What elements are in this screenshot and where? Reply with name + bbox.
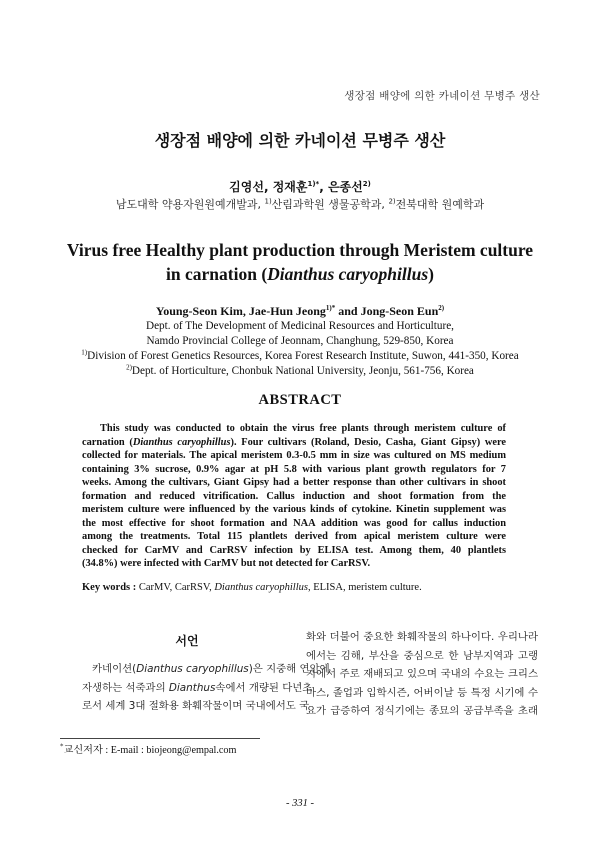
korean-author-1: 김영선 [229, 180, 264, 194]
intro-species: Dianthus caryophillus [136, 663, 249, 675]
korean-author-separator: , [263, 180, 273, 194]
intro-line: 요가 급증하여 정식기에는 종묘의 공급부족을 초래 [306, 705, 538, 717]
abstract-text: ). Four cultivars (Roland, Desio, Casha, Giant Gipsy) were [230, 436, 506, 448]
abstract-line: collected for materials. The apical meristem 0.3-0.5 mm in size was cultured on MS medium [82, 450, 506, 462]
abstract-line [82, 436, 506, 450]
footnote [60, 741, 236, 756]
intro-line: 마스, 졸업과 입학시즌, 어버이날 등 특정 시기에 수 [306, 686, 538, 699]
korean-title: 생장점 배양에 의한 카네이션 무병주 생산 [154, 131, 446, 150]
intro-text: )은 지중해 연안에 [248, 663, 330, 675]
korean-affiliation-1: 산림과학원 생물공학과, [271, 198, 385, 211]
english-author-2-mark: 1)* [325, 304, 336, 312]
abstract-species: Dianthus caryophillus [132, 436, 231, 448]
korean-affiliations [0, 196, 600, 212]
abstract-line: checked for CarMV and CarRSV infection by ELISA test. Among them, 40 plantlets [82, 544, 506, 556]
korean-authors [0, 178, 600, 195]
english-title-suffix: ) [428, 264, 434, 284]
english-author-3-mark: 2) [438, 304, 445, 312]
korean-author-separator: , [319, 180, 328, 194]
intro-text: 카네이션( [92, 663, 137, 675]
intro-line: 화와 더불어 중요한 화훼작물의 하나이다. 우리나라 [306, 631, 538, 643]
keywords-label: Key words : [82, 582, 137, 593]
korean-affiliation-0: 남도대학 약용자원원예개발과, [115, 198, 261, 211]
english-title-prefix: in carnation ( [166, 264, 268, 284]
intro-left-column [82, 660, 330, 716]
korean-affiliation-2: 전북대학 원예학과 [395, 198, 485, 211]
intro-genus: Dianthus [168, 681, 216, 694]
intro-line [82, 679, 313, 698]
english-author-3: and Jong-Seon Eun [335, 304, 439, 318]
footnote-text: 교신저자 : E-mail : biojeong@empal.com [63, 745, 237, 756]
page-number: - 331 - [286, 798, 314, 809]
korean-author-2: 정재훈 [272, 180, 308, 194]
affiliation-text: Dept. of Horticulture, Chonbuk National University, Jeonju, 561-756, Korea [131, 365, 474, 377]
abstract-line: containing 3% sucrose, 0.9% agar at pH 5.8 with various plant growth regulators for 7 [82, 463, 506, 475]
english-author-1-2: Young-Seon Kim, Jae-Hun Jeong [155, 304, 326, 318]
korean-author-3: 은종선 [327, 180, 363, 194]
abstract-line: formation and reduced vitrification. Callus induction and shoot formation from the [82, 490, 506, 502]
english-title-species: Dianthus caryophillus [267, 264, 429, 284]
english-affiliation-line-2: Namdo Provincial College of Jeonnam, Changhung, 529-850, Korea [146, 335, 454, 347]
abstract-text: carnation ( [82, 436, 133, 448]
english-title-line-2 [0, 262, 600, 286]
intro-right-column [306, 628, 538, 721]
abstract-line: among the treatments. Total 115 plantlets derived from apical meristem culture were [82, 531, 506, 543]
affiliation-mark: 1) [81, 348, 88, 357]
abstract-line: This study was conducted to obtain the virus free plants through meristem culture of [100, 423, 506, 434]
keywords-text: , ELISA, meristem culture. [307, 582, 422, 593]
korean-affiliation-2-mark: 2) [388, 197, 396, 206]
affiliation-mark: 2) [126, 363, 132, 372]
abstract-heading: ABSTRACT [258, 392, 342, 408]
english-authors [0, 304, 600, 319]
english-affiliation-line-4 [0, 364, 600, 379]
abstract-line: the most effective for shoot formation and NAA addition was good for callus induction [82, 517, 506, 529]
keywords-species: Dianthus caryophillus [214, 582, 308, 593]
intro-text: 속에서 개량된 다년초 [215, 681, 313, 694]
intro-line: 로서 세계 3대 절화용 화훼작물이며 국내에서도 국 [82, 700, 310, 712]
abstract-line: (34.8%) were infected with CarMV but not detected for CarRSV. [82, 558, 371, 570]
intro-text: 자생하는 석죽과의 [82, 681, 169, 694]
footnote-divider [60, 738, 260, 739]
keywords-text: CarMV, CarRSV, [136, 582, 215, 593]
english-title [0, 238, 600, 286]
intro-line: 에서는 김해, 부산을 중심으로 한 남부지역과 고랭 [306, 649, 538, 662]
intro-line: 지에서 주로 재배되고 있으며 국내의 수요는 크리스 [306, 668, 538, 680]
abstract-line: weeks. Among the cultivars, Giant Gipsy had a better response than other cultivars in shoot [82, 477, 506, 489]
english-affiliations [0, 319, 600, 379]
korean-author-3-mark: 2) [362, 180, 371, 188]
english-affiliation-line-1: Dept. of The Development of Medicinal Resources and Horticulture, [146, 320, 454, 332]
keywords [82, 582, 422, 593]
english-title-line-1: Virus free Healthy plant production through Meristem culture [66, 240, 534, 260]
abstract-line: meristem culture were influenced by the various kinds of cytokine. Kinetin supplement was [82, 504, 506, 516]
english-affiliation-line-3 [0, 349, 600, 364]
intro-line [82, 660, 330, 679]
korean-author-2-mark: 1)* [307, 180, 320, 188]
abstract-body [82, 422, 506, 571]
running-header: 생장점 배양에 의한 카네이션 무병주 생산 [344, 90, 540, 102]
affiliation-text: Division of Forest Genetics Resources, Korea Forest Research Institute, Suwon, 441-350, Korea [87, 350, 519, 362]
footnote-mark: * [60, 742, 64, 751]
intro-heading: 서언 [175, 634, 199, 648]
korean-affiliation-1-mark: 1) [264, 197, 272, 206]
